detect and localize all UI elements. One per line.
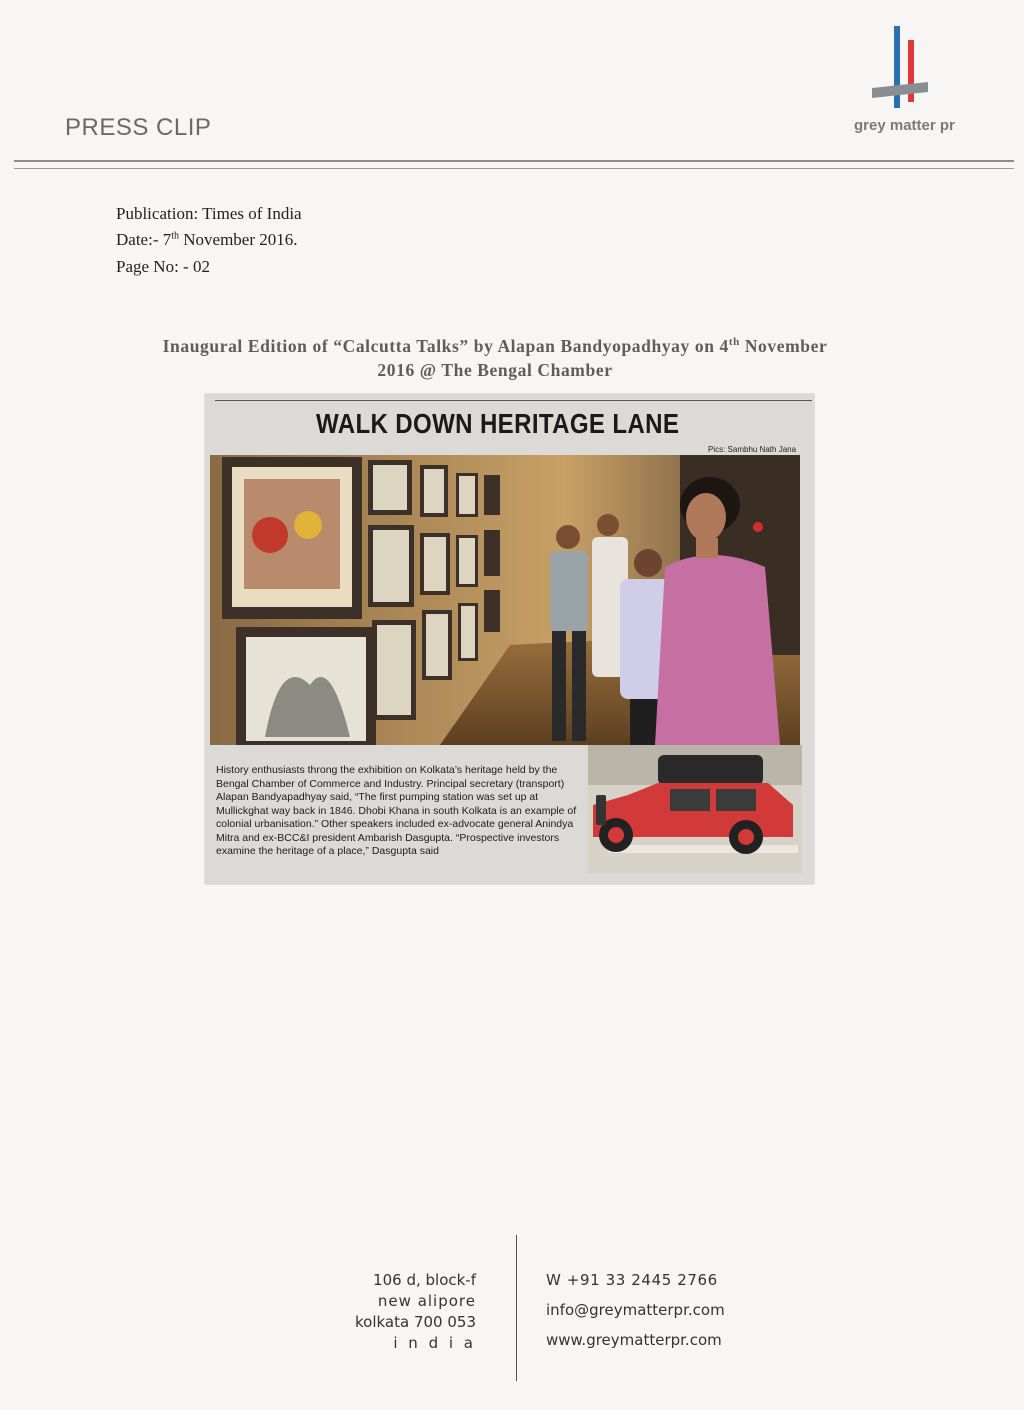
date-prefix: Date:- 7: [116, 230, 172, 249]
page-number-line: Page No: - 02: [116, 257, 210, 276]
clip-heading-line-2: 2016 @ The Bengal Chamber: [377, 359, 613, 380]
header-divider: [14, 160, 1014, 162]
clipping-top-rule: [215, 400, 812, 401]
address-line-3: kolkata 700 053: [355, 1313, 476, 1331]
website-link[interactable]: www.greymatterpr.com: [546, 1331, 722, 1349]
clip-heading-line-1-text: Inaugural Edition of “Calcutta Talks” by Alapan Bandyopadhyay on 4: [162, 335, 729, 356]
footer-divider: [516, 1235, 517, 1381]
date-line: [116, 230, 298, 250]
press-clip-label: PRESS CLIP: [65, 114, 212, 141]
photo-credit: Pics: Sambhu Nath Jana: [708, 445, 797, 454]
header-divider-thin: [14, 168, 1014, 169]
brand-name: grey matter pr: [854, 117, 955, 134]
exhibition-photo: [210, 455, 800, 745]
phone-number: W +91 33 2445 2766: [546, 1271, 718, 1289]
clip-heading: [100, 330, 890, 382]
address-line-1: 106 d, block-f: [373, 1271, 476, 1289]
date-suffix: November 2016.: [179, 230, 298, 249]
email-address[interactable]: info@greymatterpr.com: [546, 1301, 725, 1319]
vintage-car-photo: [588, 745, 802, 873]
address-line-2: new alipore: [377, 1292, 476, 1310]
clip-heading-line-1-end: November: [739, 335, 828, 356]
clip-heading-sup: th: [728, 336, 740, 348]
date-sup: th: [171, 230, 180, 242]
publication-line: Publication: Times of India: [116, 204, 302, 223]
photo-caption: History enthusiasts throng the exhibition on Kolkata’s heritage held by the Bengal Chamber of Commerce and Industry. Principal secretary (transport) Alapan Bandyapadhyay said, “The first pumping station was set up at Mullickghat way back in 1846. Dhobi Khana in south Kolkata is an example of colonial urbanisation.” Other speakers included ex-advocate general Anindya Mitra and ex-BCC&I president Ambarish Dasgupta. “Prospective investors examine the heritage of a place,” Dasgupta said: [216, 764, 577, 857]
news-headline: WALK DOWN HERITAGE LANE: [316, 408, 680, 439]
address-line-4: i n d i a: [393, 1334, 476, 1352]
clip-heading-line-1: [100, 330, 890, 358]
grey-matter-logo-icon: [870, 26, 930, 110]
